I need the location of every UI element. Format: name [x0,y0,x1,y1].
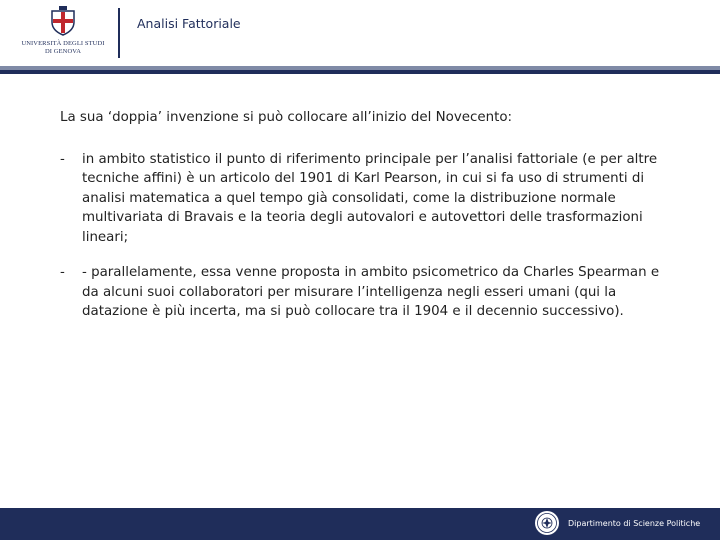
university-name-line1: UNIVERSITÀ DEGLI STUDI [21,40,105,47]
header-divider [118,8,120,58]
bullet-item [60,263,660,322]
intro-paragraph: La sua ‘doppia’ invenzione si può collocare all’inizio del Novecento: [60,110,513,125]
university-name-line2: DI GENOVA [45,48,81,55]
slide-header [0,0,720,66]
department-seal-icon [534,510,560,536]
bullet-item [60,150,660,248]
bullet-marker: - [60,151,65,167]
header-band-light [0,66,720,70]
slide-title: Analisi Fattoriale [137,16,241,31]
university-logo [8,4,118,62]
bullet-marker: - [60,265,65,280]
department-name: Dipartimento di Scienze Politiche [568,519,701,528]
university-name [8,40,118,56]
bullet-text: in ambito statistico il punto di riferimento principale per l’analisi fattoriale (e per altre tecniche affini) è un articolo del 1901 di Karl Pearson, in cui si fa uso di strumenti di analisi matematica a quel tempo già consolidati, come la distribuzione normale multivariata di Bravais e la teoria degli autovalori e autovettori delle trasformazioni lineari; [82,151,658,245]
slide-body [60,108,660,338]
slide-footer [0,508,720,540]
bullet-text: - parallelamente, essa venne proposta in ambito psicometrico da Charles Spearman e da alcuni suoi collaboratori per misurare l’intelligenza negli esseri umani (qui la datazione è più incerta, ma si può collocare tra il 1904 e il decennio successivo). [82,265,660,319]
university-crest-icon [50,6,76,36]
